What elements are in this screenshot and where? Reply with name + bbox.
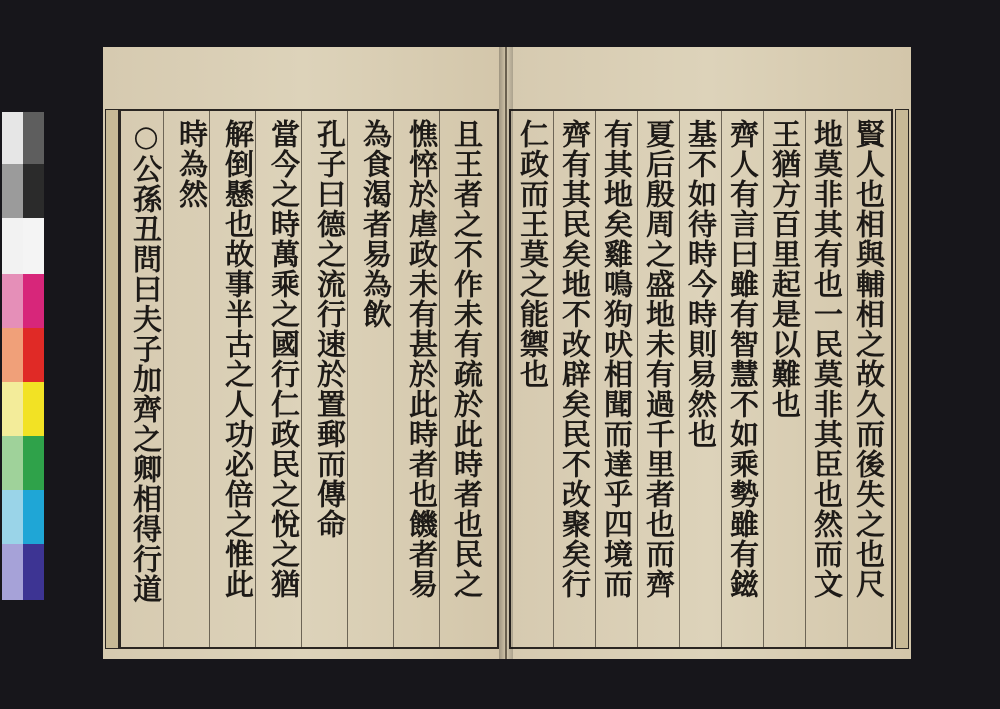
color-calibration-strip xyxy=(2,112,44,600)
text-column: 仁政而王莫之能禦也 xyxy=(516,119,550,389)
text-column: 孔子曰德之流行速於置郵而傳命 xyxy=(313,119,347,539)
text-column: 夏后殷周之盛地未有過千里者也而齊 xyxy=(642,119,676,599)
text-column: 有其地矣雞鳴狗吠相聞而達乎四境而 xyxy=(600,119,634,599)
left-page xyxy=(103,47,507,659)
text-column: 賢人也相與輔相之故久而後失之也尺 xyxy=(852,119,886,599)
left-page-outer-margin xyxy=(105,109,119,649)
text-column: 且王者之不作未有疏於此時者也民之 xyxy=(450,119,484,599)
text-column: 王猶方百里起是以難也 xyxy=(768,119,802,419)
text-column: ○公孫丑問曰夫子加齊之卿相得行道 xyxy=(129,119,163,604)
text-column: 憔悴於虐政未有甚於此時者也饑者易 xyxy=(405,119,439,599)
right-page xyxy=(507,47,911,659)
text-column: 齊人有言曰雖有智慧不如乘勢雖有鎡 xyxy=(726,119,760,599)
left-page-text-frame xyxy=(119,109,499,649)
text-column: 基不如待時今時則易然也 xyxy=(684,119,718,449)
text-column: 為食渴者易為飲 xyxy=(359,119,393,329)
text-column: 當今之時萬乘之國行仁政民之悅之猶 xyxy=(267,119,301,599)
right-page-text-frame xyxy=(509,109,893,649)
text-column: 齊有其民矣地不改辟矣民不改聚矣行 xyxy=(558,119,592,599)
right-page-outer-margin xyxy=(895,109,909,649)
text-column: 解倒懸也故事半古之人功必倍之惟此 xyxy=(221,119,255,599)
open-book xyxy=(103,47,911,659)
text-column: 時為然 xyxy=(175,119,209,209)
book-gutter xyxy=(499,47,513,659)
text-column: 地莫非其有也一民莫非其臣也然而文 xyxy=(810,119,844,599)
